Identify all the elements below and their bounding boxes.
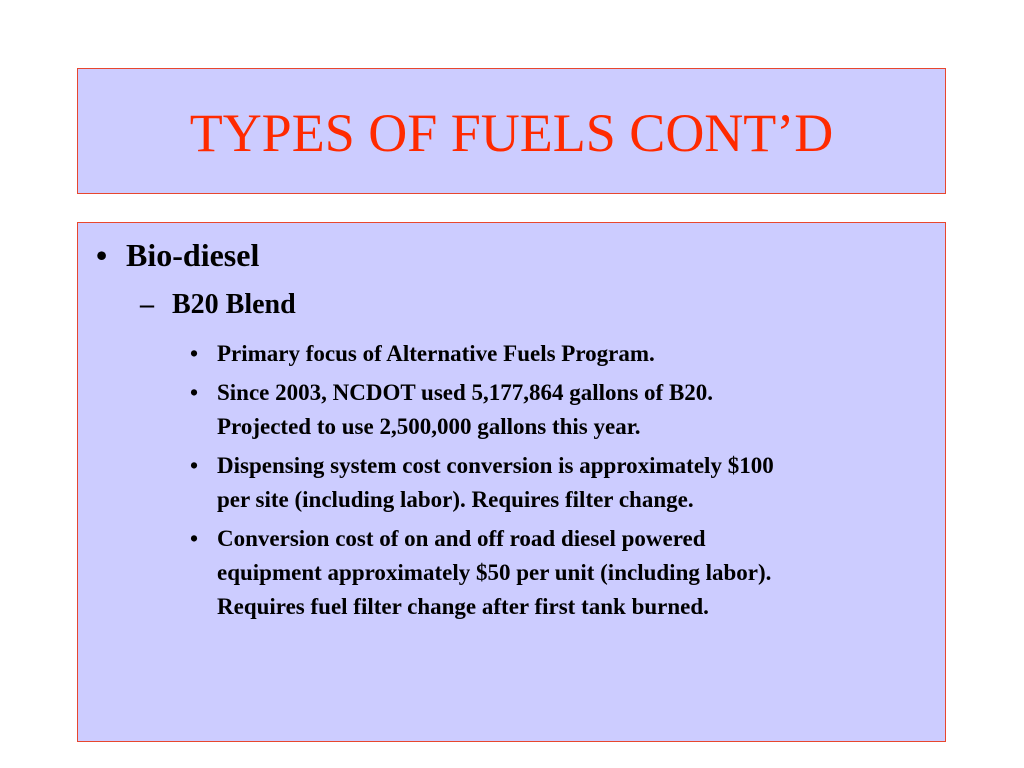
bullet-dot-icon: • — [96, 237, 108, 273]
slide-title: TYPES OF FUELS CONT’D — [189, 103, 834, 163]
list-item — [188, 449, 908, 517]
bullet-level3-list — [188, 337, 908, 629]
list-item-text — [217, 522, 908, 624]
list-item — [188, 337, 908, 371]
list-item — [188, 376, 908, 444]
list-item-text — [217, 449, 908, 517]
list-item-line: equipment approximately $50 per unit (including labor). — [217, 560, 772, 585]
list-item-line: Requires fuel filter change after first tank burned. — [217, 594, 709, 619]
bullet-level1 — [88, 237, 259, 274]
bullet-dot-icon: • — [190, 526, 199, 551]
title-box — [77, 68, 946, 194]
bullet-level1-text: Bio-diesel — [126, 237, 260, 273]
bullet-dot-icon: • — [190, 453, 199, 478]
list-item-line: per site (including labor). Requires filter change. — [217, 487, 694, 512]
bullet-level2-text: B20 Blend — [172, 289, 296, 320]
bullet-dot-icon: • — [190, 380, 199, 405]
list-item-text — [217, 337, 908, 371]
list-item-line: Since 2003, NCDOT used 5,177,864 gallons of B20. — [217, 380, 714, 405]
dash-icon: – — [140, 289, 154, 320]
list-item-line: Projected to use 2,500,000 gallons this year. — [217, 414, 641, 439]
bullet-dot-icon: • — [190, 341, 199, 366]
bullet-level2 — [140, 289, 296, 321]
list-item — [188, 522, 908, 624]
content-box — [77, 222, 946, 742]
list-item-line: Dispensing system cost conversion is approximately $100 — [217, 453, 774, 478]
list-item-line: Conversion cost of on and off road diesel powered — [217, 526, 706, 551]
list-item-line: Primary focus of Alternative Fuels Program. — [217, 341, 655, 366]
list-item-text — [217, 376, 908, 444]
